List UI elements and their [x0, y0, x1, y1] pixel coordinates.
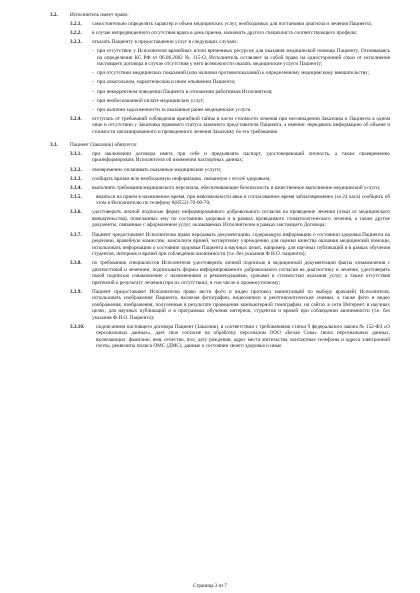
clause-number: 3.2.2.	[70, 30, 82, 37]
clause-text: самостоятельно определять характер и объем медицинских услуг, необходимых для постановки диагноза и лечения Пациента;	[92, 21, 373, 27]
clause-number: 3.3.8.	[70, 260, 82, 267]
clause-text: отказать Пациенту в предоставлении услуг в следующих случаях:	[92, 39, 238, 46]
refusal-case-text: при некорректном поведении Пациента в отношении работников Исполнителя;	[97, 88, 273, 95]
refusal-case-item: - при необоснованной оплате медицинских услуг;	[92, 98, 390, 105]
refusal-case-item: - при отсутствии у Исполнителя врачебных и/или временных ресурсов для оказания медицинской помощи Пациенту. Основываясь на определении КС РФ от 06.06.2002 № 115-О, Исполнитель оставляет за собой право на односторонний отказ от исполнения настоящего договора в случае отсутствия у него возможности оказать медицинские услуги Пациенту;	[92, 48, 390, 68]
clause-3-3-7	[50, 232, 390, 258]
clause-text: сообщать врачам всю необходимую информацию, связанную с его/её здоровьем;	[92, 175, 271, 182]
clause-number: 3.3.7.	[70, 231, 82, 238]
clause-number: 3.3.2.	[70, 166, 82, 173]
clause-number: 3.3.10.	[70, 323, 85, 330]
clause-number: 3.2.3.	[70, 39, 82, 46]
clause-3-2-4	[50, 116, 390, 136]
clause-text: своевременно оплачивать оказанные медицинские услуги;	[92, 166, 222, 173]
clause-text: Пациент предоставляет Исполнителю право передавать документацию, содержащую информацию о состоянии здоровья Пациента на рецензию, врачебную комиссию, консилиум врачей, экспертному учреждению для оценки качества оказания медицинской помощи, использовать информацию о состоянии здоровья Пациента в научных целях, например, для научных публикаций и в рамках обучения студентов, интернов и врачей при соблюдении анонимности (т.е. без указания Ф.И.О. пациента);	[92, 231, 390, 257]
clause-text: являться на прием в назначенное время, при невозможности явки в согласованное время заблаговременно (за 24 часа) сообщить об этом в Исполнителю по телефону 8(8552)-70-00-70;	[96, 193, 390, 207]
clause-3-3-5	[50, 194, 390, 207]
refusal-case-text: при алкогольном, наркотическом и ином опьянении Пациента;	[97, 79, 236, 86]
clause-text: удостоверить личной подписью форму информированного добровольного согласия на проведение лечения (отказ от медицинского вмешательства), пожеланных ему по состоянию здоровья и в рамках проводимого стоматологического лечения, а также другие документы, связанные с оформлением услуг, оказываемых Исполнителем в рамках настоящего Договора;	[92, 209, 390, 229]
clause-3-2-2	[50, 30, 390, 37]
clause-text: по требованию специалистов Исполнителя удостоверить личной подписью в медицинской документации факты ознакомления с диагностикой и лечением, подписывать формы информированного добровольного согласия на диагностику и лечение, удостоверять своей подписью ознакомление с назначениями и рекомендациями, сроками и стоимостью оказания услуг, а также отсутствия претензий к результату лечения (при их отсутствии), в том числе к промежуточному;	[92, 260, 390, 286]
refusal-case-item: - при отсутствии медицинских показаний (или наличии противопоказаний) к определенному медицинскому вмешательству;	[92, 70, 390, 77]
clause-number: 3.3.3.	[70, 175, 82, 182]
section-number: 3.3.	[50, 141, 58, 148]
clause-number: 3.3.6.	[70, 209, 82, 216]
clause-3-3-9	[50, 289, 390, 322]
clause-number: 3.3.5.	[70, 193, 82, 200]
clause-text: выполнять требования медицинского персонала, обеспечивающие безопасность и качественное выполнение медицинской услуги;	[92, 184, 381, 191]
clause-number: 3.2.1.	[70, 21, 82, 27]
section-heading: Исполнитель имеет право:	[70, 12, 129, 18]
refusal-case-item: - при некорректном поведении Пациента в отношении работников Исполнителя;	[92, 89, 390, 96]
clause-3-3-8	[50, 260, 390, 286]
clause-text: Пациент предоставляет Исполнителю право вести фото и видео протокол манипуляций по выбору врача(ей) Исполнителя, использовать изображения Пациента, включая фотографии, видеозаписи и рентгенологические снимки, а также фото и видео изображения, изображения, полученные в результате проведения компьютерной томографии, на сайтах в сети Интернет, в научных целях, для научных публикаций и в программах обучения интернов, студентов и врачей при соблюдении анонимности (т.е. без указания Ф.И.О. Пациента);	[92, 288, 390, 321]
clause-3-3-2	[50, 167, 390, 174]
clause-3-3-10	[50, 324, 390, 350]
clause-3-2-3	[50, 39, 390, 46]
clause-text: при заключении договора иметь при себе и предъявлять паспорт, удостоверяющий личность, а также своевременно проинформировать Исполнителя об изменении паспортных данных;	[92, 150, 390, 164]
clause-text: отступать от требований соблюдения врачебной тайны в части стоимости лечения при несовпадении Заказчика и Пациента в одном лице и отсутствии у Заказчика правового статуса законного представителя Пациента, а именно: передавать информацию об объеме и стоимости запланированного и проведенного лечения Заказчику по его требованию.	[92, 115, 390, 135]
refusal-case-text: при наличии задолженности за оказанные ранее медицинские услуги.	[97, 106, 252, 113]
refusal-case-item: - при наличии задолженности за оказанные ранее медицинские услуги.	[92, 107, 390, 114]
clause-3-3-4	[50, 185, 390, 192]
clause-number: 3.3.1.	[70, 150, 82, 157]
clause-text: в случае непредвиденного отсутствия врача в день приема, назначить другого специалиста соответствующего профиля;	[92, 30, 358, 37]
refusal-case-text: при отсутствии у Исполнителя врачебных и/или временных ресурсов для оказания медицинской помощи Пациенту. Основываясь на определении КС РФ от 06.06.2002 № 115-О, Исполнитель оставляет за собой право на односторонний отказ от исполнения настоящего договора в случае отсутствия у него возможности оказать медицинские услуги Пациенту;	[97, 48, 390, 68]
section-number: 3.2.	[50, 12, 58, 18]
clause-number: 3.2.4.	[70, 115, 82, 122]
section-3-3	[50, 142, 390, 149]
refusal-case-item: - при алкогольном, наркотическом и ином опьянении Пациента;	[92, 79, 390, 86]
section-heading: Пациент (Заказчик) обязуется:	[70, 141, 138, 148]
clause-number: 3.3.4.	[70, 184, 82, 191]
page-number: Страница 3 из 7	[193, 584, 227, 589]
refusal-case-text: при отсутствии медицинских показаний (или наличии противопоказаний) к определенному медицинскому вмешательству;	[97, 70, 370, 77]
clause-text: подписанием настоящего договора Пациент (Заказчик), в соответствии с требованиями статьи 9 федерального закона № 152-ФЗ «О персональных данных», дает свое согласие на обработку персоналом ООО «Белая Сова» своих персональных данных, включающих: фамилию, имя, отчество, пол, дату рождения, адрес места жительства, контактные телефоны и адреса электронной почты, реквизиты полиса ОМС (ДМС), данные о состоянии своего здоровья и иные	[96, 323, 390, 350]
clause-number: 3.3.9.	[70, 288, 82, 295]
clause-3-3-3	[50, 176, 390, 183]
clause-3-2-1	[50, 21, 390, 28]
clause-3-3-1	[50, 151, 390, 164]
refusal-case-text: при необоснованной оплате медицинских услуг;	[97, 97, 205, 104]
section-3-2	[50, 12, 390, 19]
clause-3-3-6	[50, 209, 390, 229]
